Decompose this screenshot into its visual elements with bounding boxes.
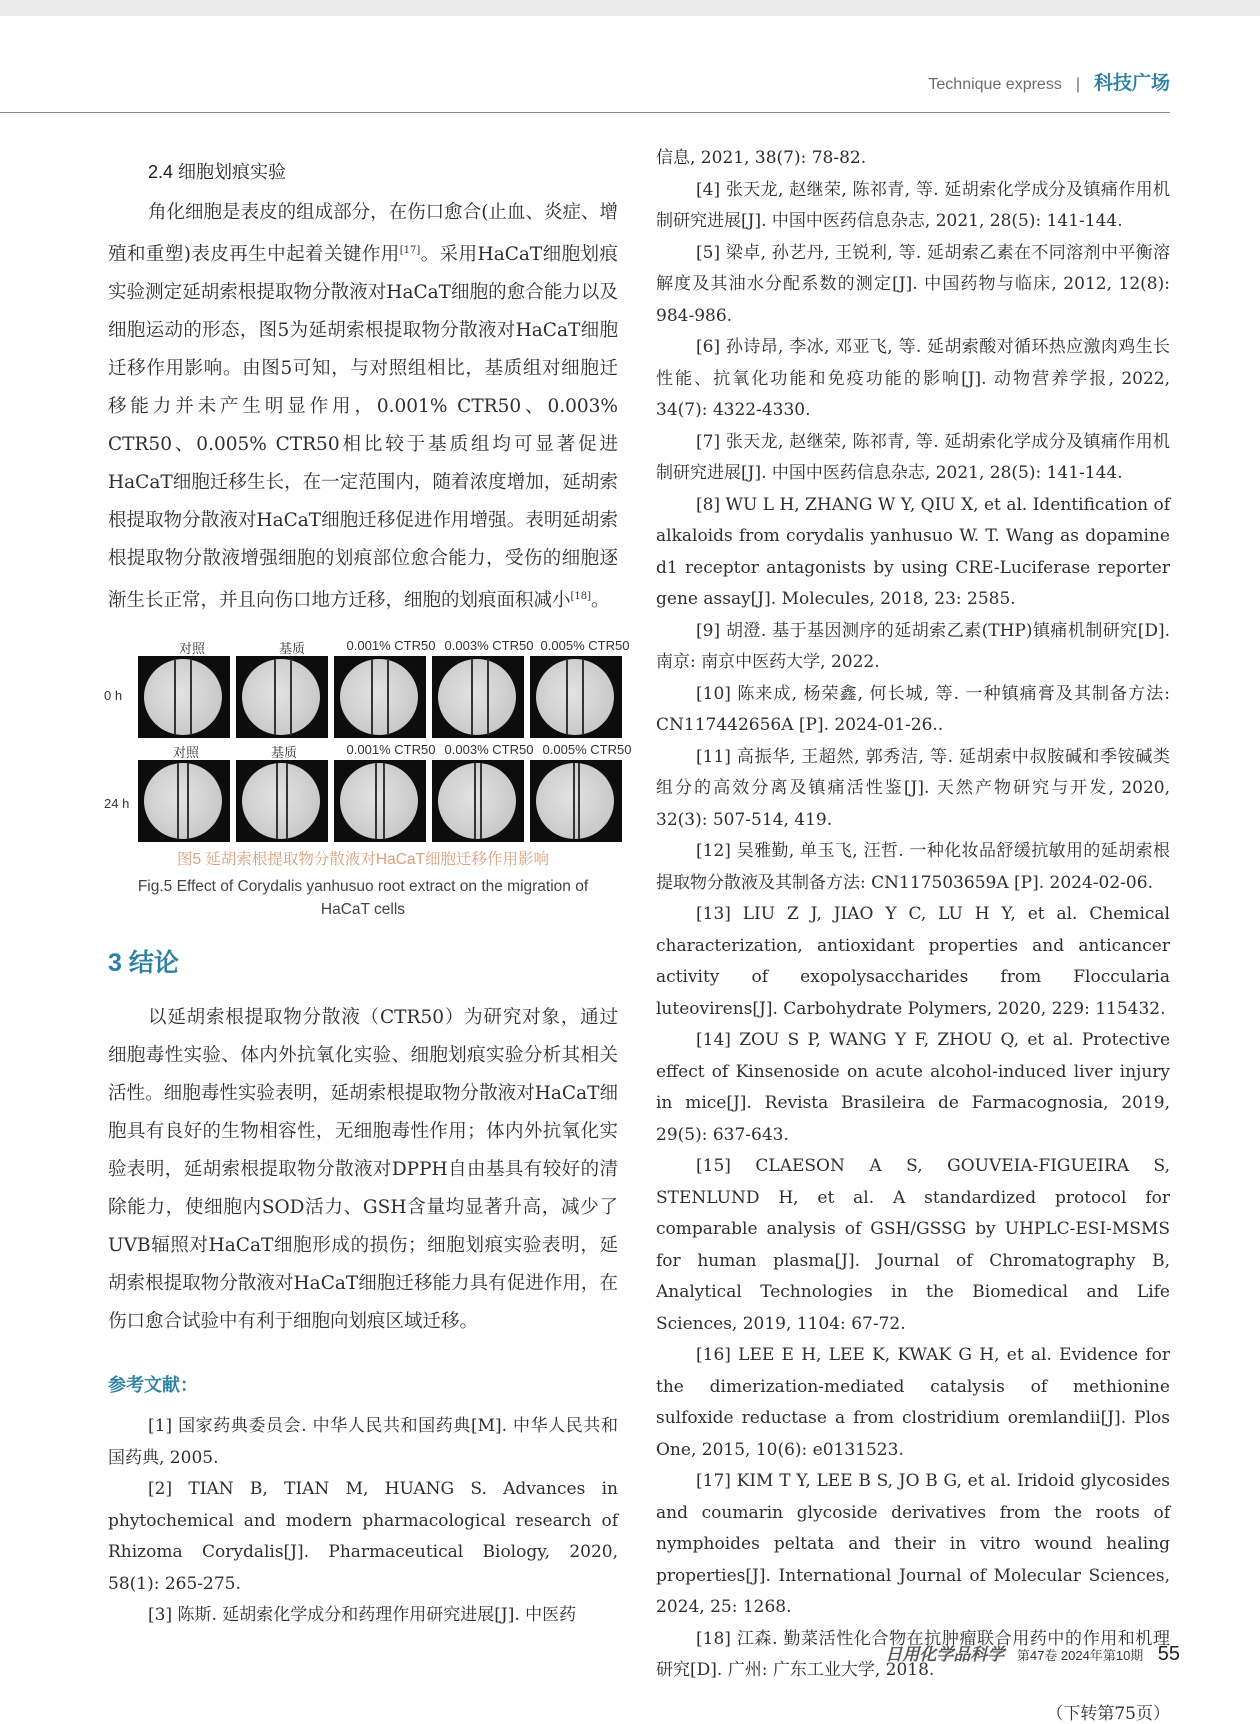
scratch-image: [530, 760, 622, 842]
header-section-cn: 科技广场: [1093, 73, 1170, 94]
scratch-image: [334, 760, 426, 842]
references-title: 参考文献：: [108, 1375, 198, 1396]
issue-info: 第47卷 2024年第10期: [1016, 1648, 1144, 1663]
scratch-image: [138, 760, 230, 842]
fig-row-label-24h: 24 h: [104, 796, 130, 812]
header-rule: [0, 112, 1170, 113]
left-column: [104, 158, 632, 1632]
reference-item: [18] 江森. 勤菜活性化合物在抗肿瘤联合用药中的作用和机理研究[D]. 广州: 广东工业大学, 2018.: [656, 1628, 1170, 1680]
section-3-heading: 3 结论: [108, 949, 179, 978]
fig-col-label: 0.001% CTR50: [346, 638, 436, 654]
reference-item: [10] 陈来成, 杨荣鑫, 何长城, 等. 一种镇痛膏及其制备方法: CN117442656A [P]. 2024-01-26..: [656, 683, 1170, 735]
figure-caption-en: [108, 875, 618, 921]
reference-item: [14] ZOU S P, WANG Y F, ZHOU Q, et al. Protective effect of Kinsenoside on acute alcohol-induced liver injury in mice[J]. Revista Brasileira de Farmacognosia, 2019, 29(5): 637-643.: [656, 1030, 1170, 1145]
reference-item: [12] 吴雅勤, 单玉飞, 汪哲. 一种化妆品舒缓抗敏用的延胡索根提取物分散液及其制备方法: CN117503659A [P]. 2024-02-06.: [656, 841, 1170, 893]
scratch-image: [236, 656, 328, 738]
caption-en-line-2: HaCaT cells: [320, 901, 406, 919]
figure-caption-cn: 图5 延胡索根提取物分散液对HaCaT细胞迁移作用影响: [176, 851, 550, 869]
reference-item: [5] 梁卓, 孙艺丹, 王锐利, 等. 延胡索乙素在不同溶剂中平衡溶解度及其油水分配系数的测定[J]. 中国药物与临床, 2012, 12(8): 984-986.: [656, 242, 1170, 326]
section-2-4-heading: 2.4 细胞划痕实验: [148, 162, 287, 182]
section-3-paragraph: 以延胡索根提取物分散液（CTR50）为研究对象，通过细胞毒性实验、体内外抗氧化实验、细胞划痕实验分析其相关活性。细胞毒性实验表明，延胡索根提取物分散液对HaCaT细胞具有良好的生物相容性，无细胞毒性作用；体内外抗氧化实验表明，延胡索根提取物分散液对DPPH自由基具有较好的清除能力，使细胞内SOD活力、GSH含量均显著升高，减少了UVB辐照对HaCaT细胞形成的损伤；细胞划痕实验表明，延胡索根提取物分散液对HaCaT细胞迁移能力具有促进作用，在伤口愈合试验中有利于细胞向划痕区域迁移。: [108, 1007, 618, 1333]
reference-item: [6] 孙诗昂, 李冰, 邓亚飞, 等. 延胡索酸对循环热应激肉鸡生长性能、抗氧化功能和免疫功能的影响[J]. 动物营养学报, 2022, 34(7): 4322-4330.: [656, 337, 1170, 420]
top-band: [0, 0, 1260, 16]
reference-item: [9] 胡澄. 基于基因测序的延胡索乙素(THP)镇痛机制研究[D]. 南京: 南京中医药大学, 2022.: [656, 620, 1170, 672]
reference-continuation: 信息, 2021, 38(7): 78-82.: [656, 148, 867, 168]
reference-item: [1] 国家药典委员会. 中华人民共和国药典[M]. 中华人民共和国药典, 2005.: [108, 1416, 618, 1468]
para-text-2: 。采用HaCaT细胞划痕实验测定延胡索根提取物分散液对HaCaT细胞的愈合能力以及细胞运动的形态，图5为延胡索根提取物分散液对HaCaT细胞迁移作用影响。由图5可知，与对照组相比，基质组对细胞迁移能力并未产生明显作用，0.001% CTR50、0.003% CTR50、0.005% CTR50相比较于基质组均可显著促进HaCaT细胞迁移生长，在一定范围内，随着浓度增加，延胡索根提取物分散液对HaCaT细胞迁移促进作用增强。表明延胡索根提取物分散液增强细胞的划痕部位愈合能力，受伤的细胞逐渐生长正常，并且向伤口地方迁移，细胞的划痕面积减小: [108, 244, 618, 612]
running-header: [0, 68, 1170, 94]
reference-item: [17] KIM T Y, LEE B S, JO B G, et al. Iridoid glycosides and coumarin glycoside derivatives from the roots of nymphoides peltata and their in vitro wound healing properties[J]. International Journal of Molecular Sciences, 2024, 25: 1268.: [656, 1471, 1170, 1617]
scratch-image: [236, 760, 328, 842]
reference-item: [11] 高振华, 王超然, 郭秀洁, 等. 延胡索中叔胺碱和季铵碱类组分的高效分离及镇痛活性鉴[J]. 天然产物研究与开发, 2020, 32(3): 507-514, 419.: [656, 746, 1170, 830]
continued-note: （下转第75页）: [1046, 1703, 1170, 1724]
reference-item: [8] WU L H, ZHANG W Y, QIU X, et al. Identification of alkaloids from corydalis yanhusuo W. T. Wang as dopamine d1 receptor antagonists by using CRE-Luciferase reporter gene assay[J]. Molecules, 2018, 23: 2585.: [656, 494, 1170, 609]
fig-col-label: 0.001% CTR50: [346, 742, 436, 758]
citation-18: [18]: [570, 591, 592, 603]
scratch-image: [334, 656, 426, 738]
reference-item: [4] 张天龙, 赵继荣, 陈祁青, 等. 延胡索化学成分及镇痛作用机制研究进展[J]. 中国中医药信息杂志, 2021, 28(5): 141-144.: [656, 179, 1170, 231]
fig-col-label: 0.005% CTR50: [540, 638, 630, 654]
scratch-image: [432, 760, 524, 842]
figure-5: [104, 638, 632, 833]
scratch-image: [432, 656, 524, 738]
para-text-end: 。: [591, 590, 610, 612]
reference-item: [2] TIAN B, TIAN M, HUANG S. Advances in phytochemical and modern pharmacological research of Rhizoma Corydalis[J]. Pharmaceutical Biology, 2020, 58(1): 265-275.: [108, 1479, 618, 1594]
fig-col-label: 对照: [178, 641, 205, 657]
page-footer: [0, 1640, 1180, 1666]
reference-item: [16] LEE E H, LEE K, KWAK G H, et al. Evidence for the dimerization-mediated catalysis of methionine sulfoxide reductase a from clostridium oremlandii[J]. Plos One, 2015, 10(6): e0131523.: [656, 1345, 1170, 1460]
fig-col-label: 0.003% CTR50: [444, 742, 534, 758]
fig-col-label: 基质: [278, 641, 305, 657]
journal-logo: 日用化学品科学: [885, 1645, 1005, 1665]
right-column: [656, 143, 1170, 1724]
reference-item: [3] 陈斯. 延胡索化学成分和药理作用研究进展[J]. 中医药: [148, 1605, 577, 1626]
para-text-1: 角化细胞是表皮的组成部分，在伤口愈合(止血、炎症、增殖和重塑)表皮再生中起着关键作用: [108, 202, 618, 266]
page-number: 55: [1157, 1643, 1180, 1665]
header-separator: |: [1075, 76, 1080, 93]
caption-en-line-1: Fig.5 Effect of Corydalis yanhusuo root extract on the migration of: [137, 878, 589, 896]
citation-17: [17]: [399, 245, 421, 256]
fig-row-label-0h: 0 h: [104, 688, 123, 704]
header-section-en: Technique express: [928, 76, 1062, 93]
reference-item: [15] CLAESON A S, GOUVEIA-FIGUEIRA S, STENLUND H, et al. A standardized protocol for comparable analysis of GSH/GSSG by UHPLC-ESI-MSMS for human plasma[J]. Journal of Chromatography B, Analytical Technologies in the Biomedical and Life Sciences, 2019, 1104: 67-72.: [656, 1156, 1170, 1334]
section-2-4-paragraph: [108, 194, 618, 620]
reference-item: [13] LIU Z J, JIAO Y C, LU H Y, et al. Chemical characterization, antioxidant properties and anticancer activity of exopolysaccharides from Floccularia luteovirens[J]. Carbohydrate Polymers, 2020, 229: 115432.: [656, 904, 1170, 1019]
reference-item: [7] 张天龙, 赵继荣, 陈祁青, 等. 延胡索化学成分及镇痛作用机制研究进展[J]. 中国中医药信息杂志, 2021, 28(5): 141-144.: [656, 431, 1170, 483]
fig-col-label: 0.005% CTR50: [542, 742, 632, 758]
scratch-image: [530, 656, 622, 738]
fig-col-label: 对照: [172, 745, 199, 761]
fig-col-label: 0.003% CTR50: [444, 638, 534, 654]
scratch-image: [138, 656, 230, 738]
fig-col-label: 基质: [270, 745, 297, 761]
